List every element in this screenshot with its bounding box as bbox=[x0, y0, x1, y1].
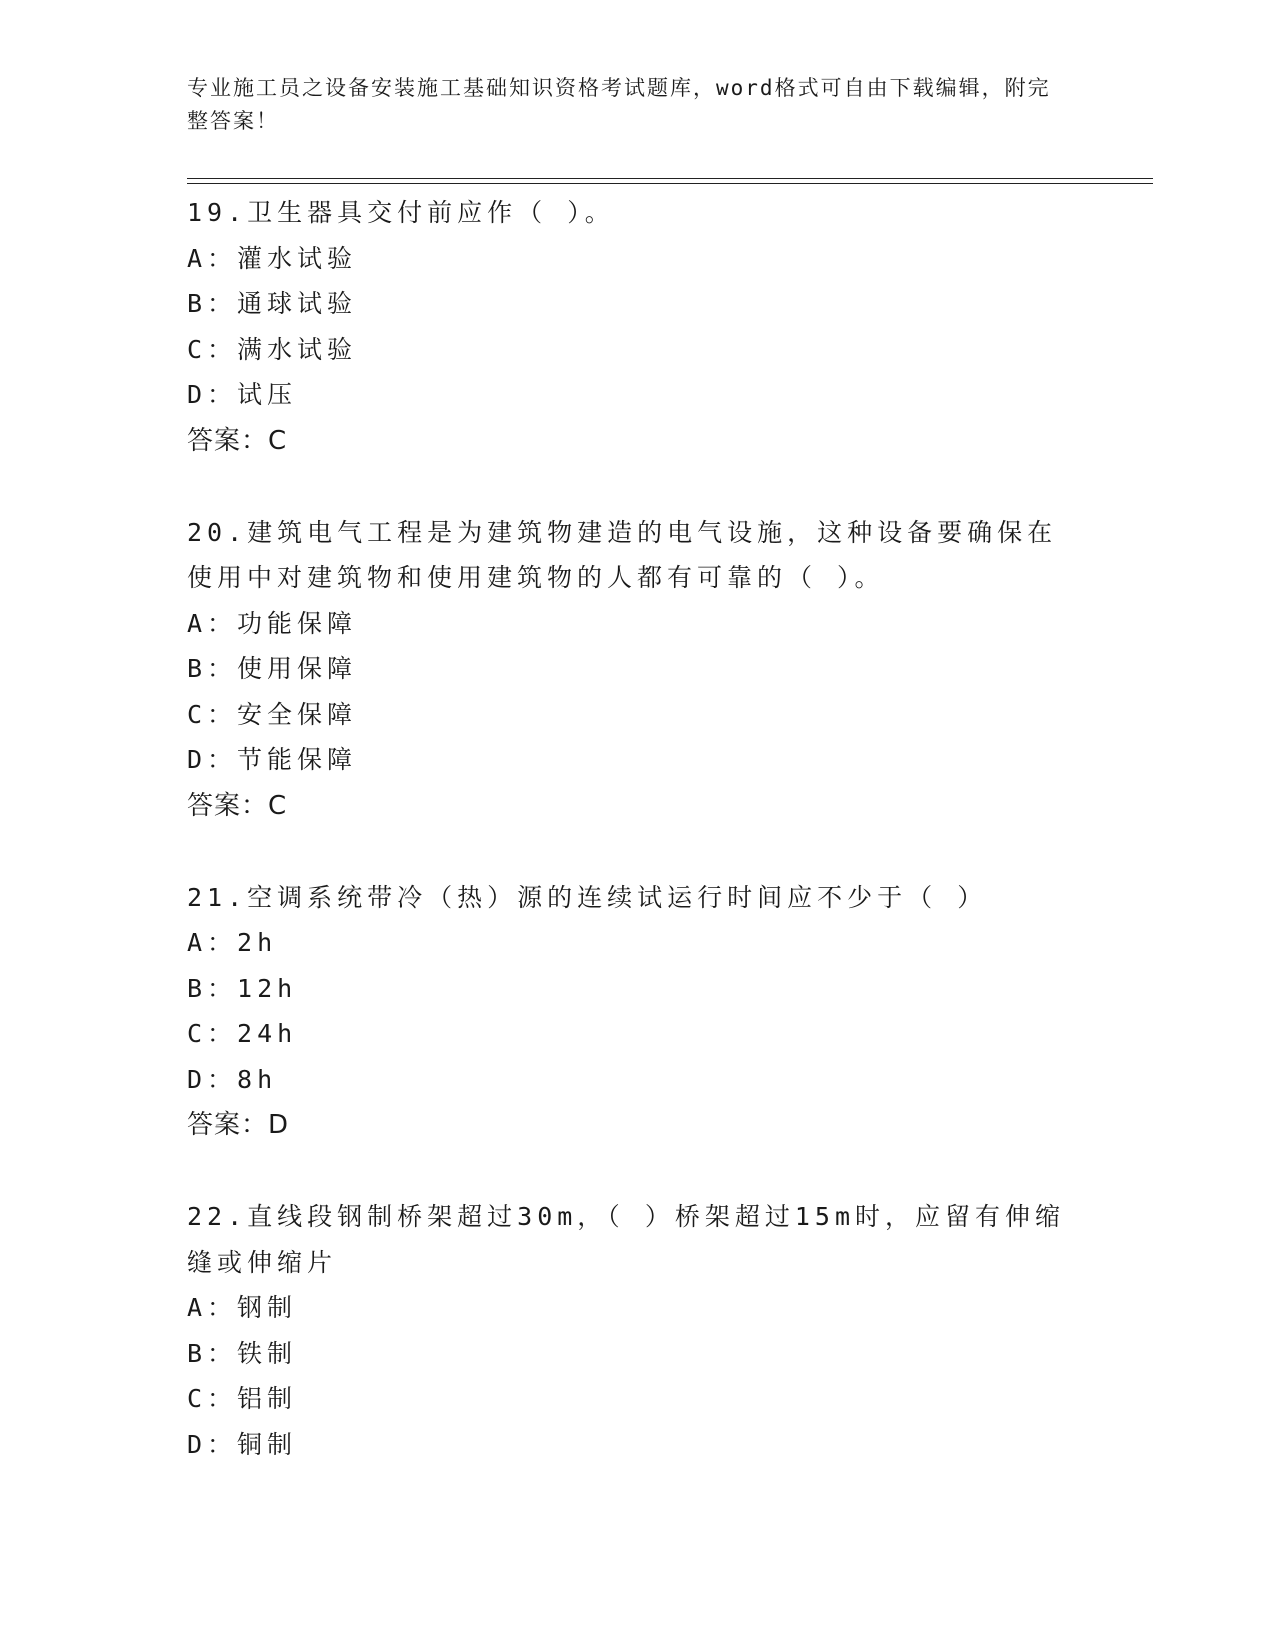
option-d: D：试压 bbox=[187, 380, 298, 409]
option-c: C：24h bbox=[187, 1019, 298, 1048]
answer-line: 答案：D bbox=[187, 1110, 290, 1140]
option-b: B：使用保障 bbox=[187, 654, 358, 683]
document-header: 专业施工员之设备安装施工基础知识资格考试题库，word格式可自由下载编辑，附完整答案！ bbox=[187, 76, 1051, 133]
answer-line: 答案：C bbox=[187, 425, 288, 456]
option-b: B：铁制 bbox=[187, 1338, 298, 1368]
question-20 bbox=[187, 510, 1087, 829]
option-d: D：节能保障 bbox=[187, 745, 358, 774]
header-divider-top bbox=[187, 178, 1153, 179]
option-a: A：2h bbox=[187, 928, 278, 957]
option-a: A：功能保障 bbox=[187, 608, 358, 638]
question-19 bbox=[187, 190, 1087, 464]
question-list bbox=[187, 190, 1087, 1513]
question-stem: 21.空调系统带冷（热）源的连续试运行时间应不少于（ ） bbox=[187, 882, 988, 912]
option-c: C：满水试验 bbox=[187, 334, 358, 364]
option-b: B：通球试验 bbox=[187, 289, 358, 318]
option-b: B：12h bbox=[187, 973, 298, 1003]
option-c: C：铝制 bbox=[187, 1384, 298, 1413]
header-divider-bottom bbox=[187, 183, 1153, 184]
option-a: A：灌水试验 bbox=[187, 243, 358, 273]
option-d: D：8h bbox=[187, 1064, 278, 1094]
question-21 bbox=[187, 875, 1087, 1149]
option-a: A：钢制 bbox=[187, 1293, 298, 1322]
question-22 bbox=[187, 1194, 1087, 1467]
question-stem: 22.直线段钢制桥架超过30m，（ ）桥架超过15m时，应留有伸缩缝或伸缩片 bbox=[187, 1202, 1066, 1277]
answer-line: 答案：C bbox=[187, 790, 288, 821]
question-stem: 19.卫生器具交付前应作（ ）。 bbox=[187, 198, 615, 227]
option-d: D：铜制 bbox=[187, 1429, 298, 1459]
question-stem: 20.建筑电气工程是为建筑物建造的电气设施，这种设备要确保在使用中对建筑物和使用建筑物的人都有可靠的（ ）。 bbox=[187, 517, 1058, 592]
option-c: C：安全保障 bbox=[187, 699, 358, 729]
